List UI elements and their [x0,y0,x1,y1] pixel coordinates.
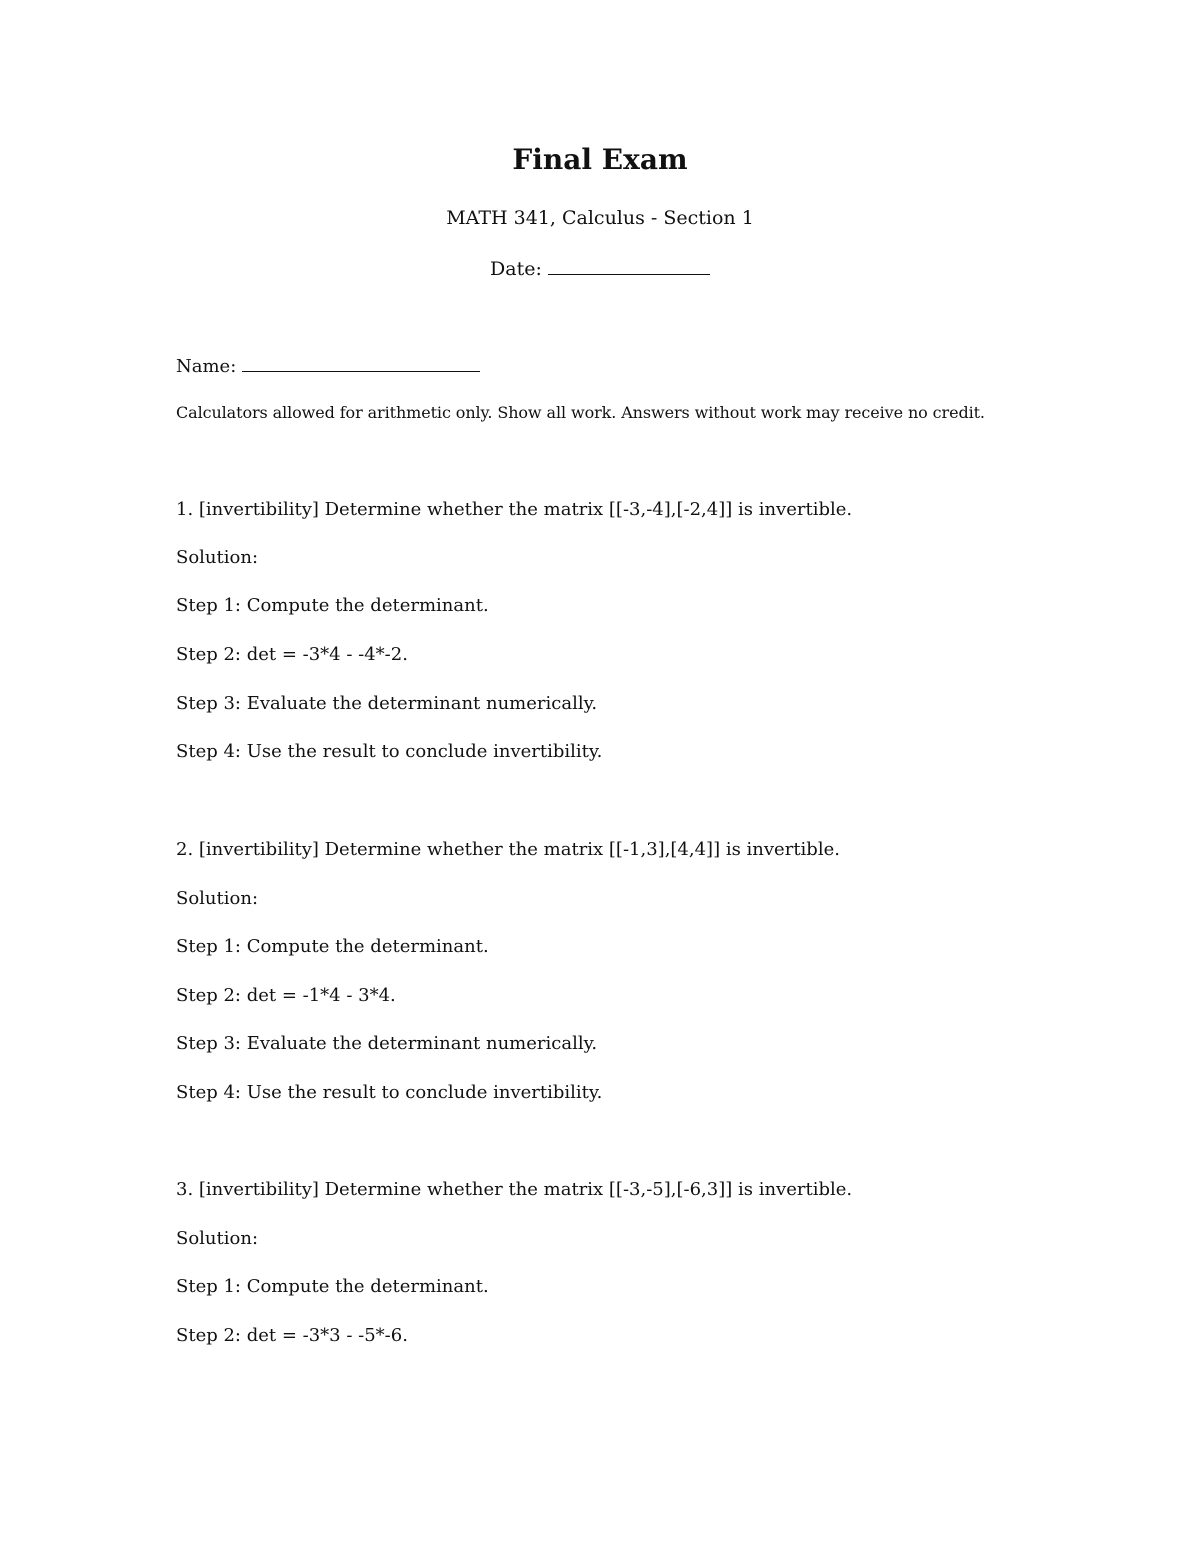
name-line [176,353,480,380]
question-2-step: Step 3: Evaluate the determinant numerically. [176,1033,598,1054]
name-blank [242,353,480,372]
question-3-step: Step 1: Compute the determinant. [176,1276,489,1297]
date-blank [548,256,710,275]
course-subtitle: MATH 341, Calculus - Section 1 [446,207,754,229]
question-1-step: Step 2: det = -3*4 - -4*-2. [176,644,408,665]
question-1-solution-label: Solution: [176,547,259,568]
question-1-step: Step 3: Evaluate the determinant numerically. [176,693,598,714]
name-label: Name: [176,356,237,377]
question-1-step: Step 1: Compute the determinant. [176,595,489,616]
date-line [0,256,1200,282]
question-1-step: Step 4: Use the result to conclude invertibility. [176,741,603,762]
question-2-step: Step 2: det = -1*4 - 3*4. [176,985,396,1006]
question-3-step: Step 2: det = -3*3 - -5*-6. [176,1325,408,1346]
question-3-prompt: 3. [invertibility] Determine whether the matrix [[-3,-5],[-6,3]] is invertible. [176,1179,853,1200]
question-2-step: Step 4: Use the result to conclude invertibility. [176,1082,603,1103]
date-label: Date: [490,258,542,280]
question-2-solution-label: Solution: [176,888,259,909]
instructions-text: Calculators allowed for arithmetic only. Show all work. Answers without work may receive no credit. [176,403,985,422]
question-2-step: Step 1: Compute the determinant. [176,936,489,957]
question-2-prompt: 2. [invertibility] Determine whether the matrix [[-1,3],[4,4]] is invertible. [176,839,840,860]
page-title: Final Exam [512,143,688,176]
question-3-solution-label: Solution: [176,1228,259,1249]
question-1-prompt: 1. [invertibility] Determine whether the matrix [[-3,-4],[-2,4]] is invertible. [176,499,853,520]
